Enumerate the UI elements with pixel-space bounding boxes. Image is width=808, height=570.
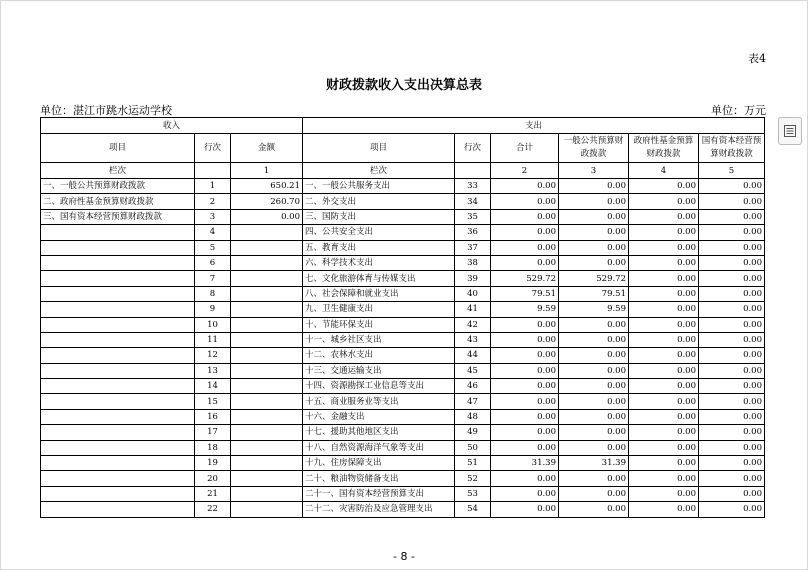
table-row xyxy=(41,286,765,301)
table-row xyxy=(41,456,765,471)
income-amount-cell: 260.70 xyxy=(231,194,303,209)
table-row xyxy=(41,194,765,209)
income-row-no-cell: 6 xyxy=(195,255,231,270)
table-row xyxy=(41,363,765,378)
expense-row-no-cell: 53 xyxy=(455,486,491,501)
expense-row-no-cell: 43 xyxy=(455,332,491,347)
income-row-no-cell: 20 xyxy=(195,471,231,486)
state-capital-amount-cell: 0.00 xyxy=(699,225,765,240)
gov-fund-amount-cell: 0.00 xyxy=(629,502,699,517)
state-capital-amount-cell: 0.00 xyxy=(699,302,765,317)
expense-row-no-cell: 51 xyxy=(455,456,491,471)
expense-item-cell: 二、外交支出 xyxy=(303,194,455,209)
income-item-cell xyxy=(41,502,195,517)
table-row xyxy=(41,471,765,486)
gov-fund-amount-cell: 0.00 xyxy=(629,456,699,471)
expense-row-no-cell: 38 xyxy=(455,255,491,270)
state-capital-amount-cell: 0.00 xyxy=(699,286,765,301)
expense-row-no-header: 行次 xyxy=(455,134,491,163)
total-amount-cell: 0.00 xyxy=(491,332,559,347)
table-row xyxy=(41,486,765,501)
gov-fund-amount-cell: 0.00 xyxy=(629,394,699,409)
expense-item-cell: 十一、城乡社区支出 xyxy=(303,332,455,347)
state-capital-amount-cell: 0.00 xyxy=(699,240,765,255)
income-row-no-cell: 18 xyxy=(195,440,231,455)
general-budget-amount-cell: 529.72 xyxy=(559,271,629,286)
total-amount-cell: 529.72 xyxy=(491,271,559,286)
state-capital-amount-cell: 0.00 xyxy=(699,440,765,455)
gov-fund-header: 政府性基金预算财政拨款 xyxy=(629,134,699,163)
state-capital-amount-cell: 0.00 xyxy=(699,379,765,394)
general-budget-amount-cell: 0.00 xyxy=(559,379,629,394)
document-icon-glyph xyxy=(783,124,797,138)
table-row xyxy=(41,271,765,286)
income-column-label: 栏次 xyxy=(41,163,195,179)
total-amount-cell: 0.00 xyxy=(491,471,559,486)
state-capital-amount-cell: 0.00 xyxy=(699,179,765,194)
financial-summary-table xyxy=(40,117,765,518)
general-budget-amount-cell: 0.00 xyxy=(559,394,629,409)
gov-fund-amount-cell: 0.00 xyxy=(629,225,699,240)
expense-row-no-cell: 40 xyxy=(455,286,491,301)
expense-item-cell: 四、公共安全支出 xyxy=(303,225,455,240)
expense-item-cell: 十七、援助其他地区支出 xyxy=(303,425,455,440)
expense-row-no-cell: 47 xyxy=(455,394,491,409)
gov-fund-amount-cell: 0.00 xyxy=(629,240,699,255)
expense-row-no-cell: 35 xyxy=(455,209,491,224)
total-amount-cell: 0.00 xyxy=(491,194,559,209)
general-budget-amount-cell: 0.00 xyxy=(559,332,629,347)
general-budget-amount-cell: 0.00 xyxy=(559,486,629,501)
expense-row-no-cell: 41 xyxy=(455,302,491,317)
general-budget-amount-cell: 0.00 xyxy=(559,317,629,332)
total-header: 合计 xyxy=(491,134,559,163)
state-capital-amount-cell: 0.00 xyxy=(699,425,765,440)
gov-fund-amount-cell: 0.00 xyxy=(629,486,699,501)
column-number-3: 3 xyxy=(559,163,629,179)
state-capital-amount-cell: 0.00 xyxy=(699,456,765,471)
currency-unit: 单位：万元 xyxy=(711,104,766,117)
general-budget-amount-cell: 0.00 xyxy=(559,209,629,224)
total-amount-cell: 0.00 xyxy=(491,363,559,378)
state-capital-amount-cell: 0.00 xyxy=(699,255,765,270)
expense-header: 支出 xyxy=(303,118,765,134)
total-amount-cell: 0.00 xyxy=(491,486,559,501)
income-amount-cell xyxy=(231,302,303,317)
table-row xyxy=(41,255,765,270)
expense-item-header: 项目 xyxy=(303,134,455,163)
gov-fund-amount-cell: 0.00 xyxy=(629,271,699,286)
general-budget-amount-cell: 0.00 xyxy=(559,440,629,455)
state-capital-amount-cell: 0.00 xyxy=(699,209,765,224)
income-item-cell xyxy=(41,456,195,471)
table-row xyxy=(41,179,765,194)
income-amount-cell xyxy=(231,240,303,255)
income-amount-cell xyxy=(231,255,303,270)
gov-fund-amount-cell: 0.00 xyxy=(629,255,699,270)
table-row xyxy=(41,240,765,255)
income-amount-cell: 0.00 xyxy=(231,209,303,224)
income-row-no-cell: 21 xyxy=(195,486,231,501)
table-row xyxy=(41,409,765,424)
expense-row-no-cell: 45 xyxy=(455,363,491,378)
gov-fund-amount-cell: 0.00 xyxy=(629,179,699,194)
income-item-cell: 一、一般公共预算财政拨款 xyxy=(41,179,195,194)
income-item-cell xyxy=(41,486,195,501)
income-amount-cell xyxy=(231,317,303,332)
gov-fund-amount-cell: 0.00 xyxy=(629,317,699,332)
state-capital-amount-cell: 0.00 xyxy=(699,332,765,347)
total-amount-cell: 9.59 xyxy=(491,302,559,317)
gov-fund-amount-cell: 0.00 xyxy=(629,209,699,224)
income-amount-cell xyxy=(231,225,303,240)
table-row xyxy=(41,332,765,347)
unit-name: 单位：湛江市跳水运动学校 xyxy=(40,104,172,117)
state-capital-amount-cell: 0.00 xyxy=(699,486,765,501)
table-number: 表4 xyxy=(748,52,766,65)
income-item-cell: 三、国有资本经营预算财政拨款 xyxy=(41,209,195,224)
general-budget-amount-cell: 0.00 xyxy=(559,502,629,517)
total-amount-cell: 0.00 xyxy=(491,225,559,240)
state-capital-amount-cell: 0.00 xyxy=(699,363,765,378)
expense-row-no-cell: 39 xyxy=(455,271,491,286)
expense-item-cell: 六、科学技术支出 xyxy=(303,255,455,270)
expense-item-cell: 二十、粮油物资储备支出 xyxy=(303,471,455,486)
expense-item-cell: 九、卫生健康支出 xyxy=(303,302,455,317)
income-item-cell xyxy=(41,348,195,363)
gov-fund-amount-cell: 0.00 xyxy=(629,471,699,486)
expense-item-cell: 十三、交通运输支出 xyxy=(303,363,455,378)
expense-row-no-cell: 52 xyxy=(455,471,491,486)
column-number-5: 5 xyxy=(699,163,765,179)
expense-item-cell: 十八、自然资源海洋气象等支出 xyxy=(303,440,455,455)
income-header: 收入 xyxy=(41,118,303,134)
income-row-no-cell: 13 xyxy=(195,363,231,378)
income-item-cell xyxy=(41,332,195,347)
income-item-cell xyxy=(41,302,195,317)
general-budget-header: 一般公共预算财政拨款 xyxy=(559,134,629,163)
column-number-2: 2 xyxy=(491,163,559,179)
income-item-cell xyxy=(41,394,195,409)
income-amount-cell xyxy=(231,456,303,471)
page-title: 财政拨款收入支出决算总表 xyxy=(325,78,482,93)
expense-item-cell: 五、教育支出 xyxy=(303,240,455,255)
empty-cell xyxy=(455,163,491,179)
table-row xyxy=(41,302,765,317)
total-amount-cell: 0.00 xyxy=(491,348,559,363)
expense-row-no-cell: 49 xyxy=(455,425,491,440)
income-row-no-cell: 15 xyxy=(195,394,231,409)
expense-row-no-cell: 50 xyxy=(455,440,491,455)
income-amount-cell xyxy=(231,471,303,486)
table-row xyxy=(41,225,765,240)
gov-fund-amount-cell: 0.00 xyxy=(629,440,699,455)
income-item-cell xyxy=(41,317,195,332)
expense-item-cell: 二十二、灾害防治及应急管理支出 xyxy=(303,502,455,517)
total-amount-cell: 0.00 xyxy=(491,440,559,455)
income-item-cell xyxy=(41,255,195,270)
income-row-no-cell: 1 xyxy=(195,179,231,194)
income-amount-cell: 650.21 xyxy=(231,179,303,194)
general-budget-amount-cell: 0.00 xyxy=(559,363,629,378)
income-item-cell xyxy=(41,271,195,286)
general-budget-amount-cell: 79.51 xyxy=(559,286,629,301)
income-amount-cell xyxy=(231,486,303,501)
table-row xyxy=(41,348,765,363)
general-budget-amount-cell: 0.00 xyxy=(559,348,629,363)
income-row-no-cell: 7 xyxy=(195,271,231,286)
total-amount-cell: 0.00 xyxy=(491,317,559,332)
state-capital-amount-cell: 0.00 xyxy=(699,471,765,486)
income-amount-cell xyxy=(231,332,303,347)
income-amount-cell xyxy=(231,286,303,301)
expense-item-cell: 八、社会保障和就业支出 xyxy=(303,286,455,301)
general-budget-amount-cell: 0.00 xyxy=(559,409,629,424)
income-amount-cell xyxy=(231,348,303,363)
expense-item-cell: 十五、商业服务业等支出 xyxy=(303,394,455,409)
column-number-4: 4 xyxy=(629,163,699,179)
income-item-cell xyxy=(41,471,195,486)
gov-fund-amount-cell: 0.00 xyxy=(629,348,699,363)
total-amount-cell: 79.51 xyxy=(491,286,559,301)
total-amount-cell: 0.00 xyxy=(491,379,559,394)
income-row-no-cell: 14 xyxy=(195,379,231,394)
income-item-cell xyxy=(41,425,195,440)
income-row-no-cell: 22 xyxy=(195,502,231,517)
income-item-cell xyxy=(41,379,195,394)
income-row-no-cell: 11 xyxy=(195,332,231,347)
state-capital-amount-cell: 0.00 xyxy=(699,348,765,363)
general-budget-amount-cell: 0.00 xyxy=(559,255,629,270)
table-row xyxy=(41,317,765,332)
income-item-cell xyxy=(41,225,195,240)
column-number-1: 1 xyxy=(231,163,303,179)
income-row-no-cell: 5 xyxy=(195,240,231,255)
gov-fund-amount-cell: 0.00 xyxy=(629,302,699,317)
income-row-no-cell: 19 xyxy=(195,456,231,471)
income-row-no-cell: 3 xyxy=(195,209,231,224)
expense-row-no-cell: 37 xyxy=(455,240,491,255)
expense-item-cell: 十九、住房保障支出 xyxy=(303,456,455,471)
total-amount-cell: 0.00 xyxy=(491,209,559,224)
gov-fund-amount-cell: 0.00 xyxy=(629,286,699,301)
expense-row-no-cell: 42 xyxy=(455,317,491,332)
expense-row-no-cell: 48 xyxy=(455,409,491,424)
state-capital-amount-cell: 0.00 xyxy=(699,317,765,332)
general-budget-amount-cell: 0.00 xyxy=(559,179,629,194)
general-budget-amount-cell: 0.00 xyxy=(559,225,629,240)
income-row-no-cell: 12 xyxy=(195,348,231,363)
expense-item-cell: 十、节能环保支出 xyxy=(303,317,455,332)
general-budget-amount-cell: 31.39 xyxy=(559,456,629,471)
gov-fund-amount-cell: 0.00 xyxy=(629,194,699,209)
expense-row-no-cell: 46 xyxy=(455,379,491,394)
expense-item-cell: 一、一般公共服务支出 xyxy=(303,179,455,194)
empty-cell xyxy=(195,163,231,179)
expense-item-cell: 十六、金融支出 xyxy=(303,409,455,424)
income-amount-cell xyxy=(231,409,303,424)
expense-item-cell: 三、国防支出 xyxy=(303,209,455,224)
table-row xyxy=(41,394,765,409)
income-amount-cell xyxy=(231,425,303,440)
total-amount-cell: 0.00 xyxy=(491,394,559,409)
table-row xyxy=(41,440,765,455)
income-amount-cell xyxy=(231,363,303,378)
state-capital-amount-cell: 0.00 xyxy=(699,502,765,517)
general-budget-amount-cell: 9.59 xyxy=(559,302,629,317)
state-capital-amount-cell: 0.00 xyxy=(699,394,765,409)
state-capital-header: 国有资本经营预算财政拨款 xyxy=(699,134,765,163)
total-amount-cell: 0.00 xyxy=(491,255,559,270)
income-row-no-header: 行次 xyxy=(195,134,231,163)
total-amount-cell: 0.00 xyxy=(491,240,559,255)
income-item-cell: 二、政府性基金预算财政拨款 xyxy=(41,194,195,209)
income-row-no-cell: 2 xyxy=(195,194,231,209)
expense-item-cell: 二十一、国有资本经营预算支出 xyxy=(303,486,455,501)
gov-fund-amount-cell: 0.00 xyxy=(629,332,699,347)
income-amount-header: 金额 xyxy=(231,134,303,163)
gov-fund-amount-cell: 0.00 xyxy=(629,425,699,440)
income-row-no-cell: 4 xyxy=(195,225,231,240)
expense-item-cell: 十二、农林水支出 xyxy=(303,348,455,363)
general-budget-amount-cell: 0.00 xyxy=(559,194,629,209)
table-row xyxy=(41,209,765,224)
gov-fund-amount-cell: 0.00 xyxy=(629,379,699,394)
income-row-no-cell: 8 xyxy=(195,286,231,301)
gov-fund-amount-cell: 0.00 xyxy=(629,363,699,378)
table-row xyxy=(41,502,765,517)
page-number: - 8 - xyxy=(393,550,415,563)
gov-fund-amount-cell: 0.00 xyxy=(629,409,699,424)
income-amount-cell xyxy=(231,379,303,394)
total-amount-cell: 0.00 xyxy=(491,179,559,194)
total-amount-cell: 0.00 xyxy=(491,425,559,440)
income-row-no-cell: 16 xyxy=(195,409,231,424)
income-item-cell xyxy=(41,286,195,301)
income-item-header: 项目 xyxy=(41,134,195,163)
total-amount-cell: 0.00 xyxy=(491,502,559,517)
income-item-cell xyxy=(41,240,195,255)
state-capital-amount-cell: 0.00 xyxy=(699,271,765,286)
income-row-no-cell: 17 xyxy=(195,425,231,440)
state-capital-amount-cell: 0.00 xyxy=(699,409,765,424)
general-budget-amount-cell: 0.00 xyxy=(559,240,629,255)
expense-item-cell: 十四、资源勘探工业信息等支出 xyxy=(303,379,455,394)
expense-row-no-cell: 34 xyxy=(455,194,491,209)
table-row xyxy=(41,425,765,440)
state-capital-amount-cell: 0.00 xyxy=(699,194,765,209)
expense-item-cell: 七、文化旅游体育与传媒支出 xyxy=(303,271,455,286)
income-row-no-cell: 10 xyxy=(195,317,231,332)
total-amount-cell: 0.00 xyxy=(491,409,559,424)
income-item-cell xyxy=(41,440,195,455)
table-row xyxy=(41,379,765,394)
expense-row-no-cell: 54 xyxy=(455,502,491,517)
income-amount-cell xyxy=(231,271,303,286)
document-icon[interactable] xyxy=(778,117,802,145)
income-amount-cell xyxy=(231,502,303,517)
income-row-no-cell: 9 xyxy=(195,302,231,317)
total-amount-cell: 31.39 xyxy=(491,456,559,471)
expense-row-no-cell: 44 xyxy=(455,348,491,363)
general-budget-amount-cell: 0.00 xyxy=(559,425,629,440)
expense-row-no-cell: 36 xyxy=(455,225,491,240)
expense-row-no-cell: 33 xyxy=(455,179,491,194)
income-item-cell xyxy=(41,409,195,424)
income-amount-cell xyxy=(231,440,303,455)
expense-column-label: 栏次 xyxy=(303,163,455,179)
general-budget-amount-cell: 0.00 xyxy=(559,471,629,486)
income-amount-cell xyxy=(231,394,303,409)
income-item-cell xyxy=(41,363,195,378)
